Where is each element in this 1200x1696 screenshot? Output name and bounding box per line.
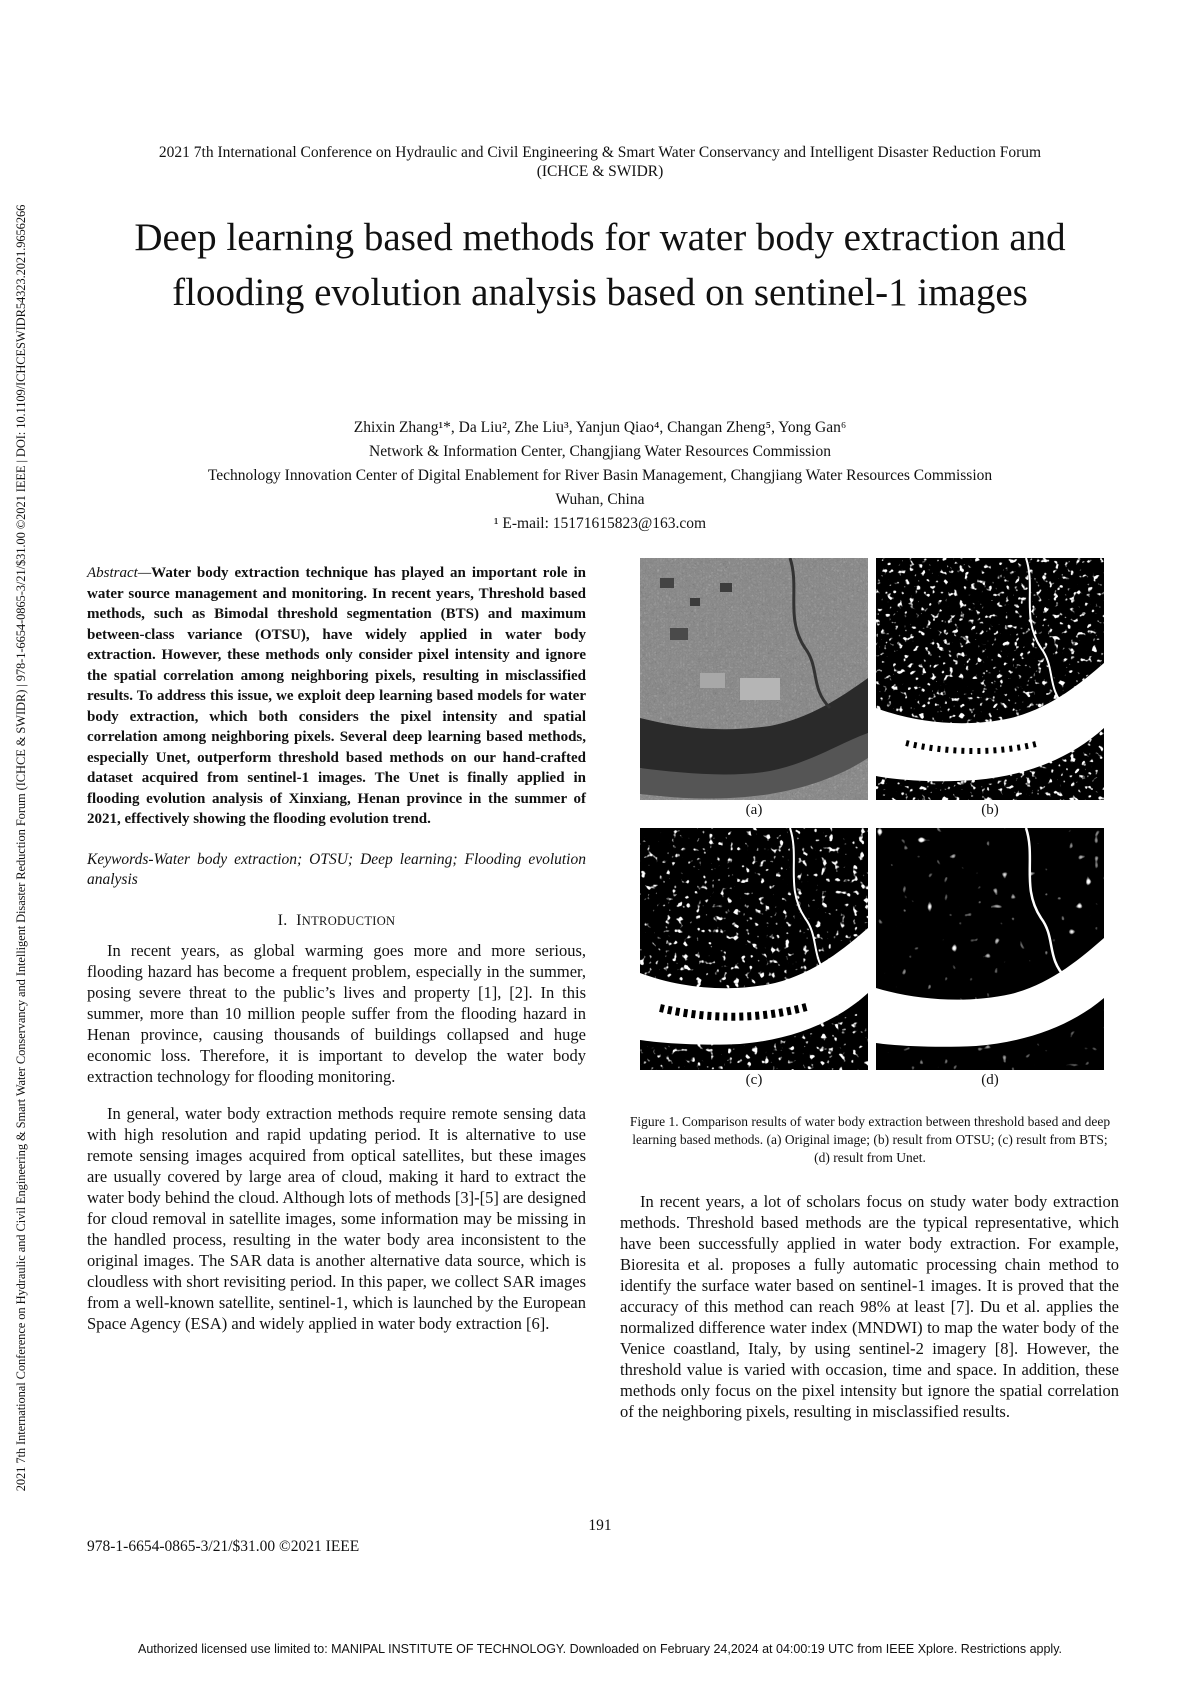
isbn-footer: 978-1-6654-0865-3/21/$31.00 ©2021 IEEE xyxy=(87,1538,360,1555)
conference-header xyxy=(80,143,1120,181)
conference-name: 2021 7th International Conference on Hydraulic and Civil Engineering & Smart Water Conservancy and Intelligent Disaster Reduction Forum xyxy=(158,144,1042,161)
intro-paragraph-1: In recent years, as global warming goes more and more serious, flooding hazard has become a frequent problem, especially in the summer, posing severe threat to the public’s lives and property [1], [2]. In this summer, more than 10 million people suffer from the flooding hazard in Henan province, causing thousands of buildings collapsed and huge economic loss. Therefore, it is important to develop the water body extraction technology for flooding monitoring. xyxy=(87,940,586,1086)
author-email: ¹ E-mail: 15171615823@163.com xyxy=(493,515,707,532)
license-notice: Authorized licensed use limited to: MANIPAL INSTITUTE OF TECHNOLOGY. Downloaded on February 24,2024 at 04:00:19 UTC from IEEE Xplore. Restrictions apply. xyxy=(137,1642,1062,1656)
abstract-text: Water body extraction technique has played an important role in water source management and monitoring. In recent years, Threshold based methods, such as Bimodal threshold segmentation (BTS) and maximum between-class variance (OTSU), have widely applied in water body extraction. However, these methods only consider pixel intensity and ignore the spatial correlation among neighboring pixels, resulting in misclassified results. To address this issue, we exploit deep learning based models for water body extraction, which both considers the pixel intensity and spatial correlation among neighboring pixels. Several deep learning based methods, especially Unet, outperform threshold based methods on our hand-crafted dataset acquired from sentinel-1 images. The Unet is finally applied in flooding evolution analysis of Xinxiang, Henan province in the summer of 2021, effectively showing the flooding evolution trend. xyxy=(87,565,586,827)
right-paragraph-1: In recent years, a lot of scholars focus on study water body extraction methods. Threshold based methods are the typical representative, which have been successfully applied in water body extraction. For example, Bioresita et al. proposes a fully automatic processing chain method to identify the surface water based on sentinel-1 images. It is proved that the accuracy of this method can reach 98% at least [7]. Du et al. applies the normalized difference water index (MNDWI) to map the water body of the Venice coastland, Italy, by using sentinel-2 imagery [8]. However, the threshold value is varied with occasion, time and space. In addition, these methods only focus on the pixel intensity but ignore the spatial correlation of the neighboring pixels, resulting in misclassified results. xyxy=(620,1192,1119,1421)
figure-panel-bts xyxy=(640,828,868,1070)
conference-acronym: (ICHCE & SWIDR) xyxy=(536,163,664,180)
figure-panel-original xyxy=(640,558,868,800)
page-number: 191 xyxy=(588,1517,612,1534)
paper-title: Deep learning based methods for water body extraction and flooding evolution analysis based on sentinel-1 images xyxy=(134,216,1066,314)
right-column xyxy=(620,1191,1119,1422)
figure-panel-otsu xyxy=(876,558,1104,800)
figure-label-b: (b) xyxy=(981,802,999,818)
affiliation-1: Network & Information Center, Changjiang Water Resources Commission xyxy=(369,443,831,460)
affiliation-2: Technology Innovation Center of Digital Enablement for River Basin Management, Changjiang Water Resources Commission xyxy=(207,467,993,484)
section-number: I. xyxy=(277,911,288,929)
location: Wuhan, China xyxy=(555,491,645,508)
section-title-rest: NTRODUCTION xyxy=(301,913,396,928)
figure-label-a: (a) xyxy=(745,802,763,818)
section-heading-introduction xyxy=(87,910,586,932)
side-citation-strip: 2021 7th International Conference on Hydraulic and Civil Engineering & Smart Water Conservancy and Intelligent Disaster Reduction Forum (ICHCE & SWIDR) | 978-1-6654-0865-3/21/$31.00 ©2021 IEEE | DOI: 10.1109/ICHCESWIDR54323.2021.9656266 xyxy=(14,204,28,1492)
keywords: Keywords-Water body extraction; OTSU; Deep learning; Flooding evolution analysis xyxy=(87,850,586,888)
abstract-label: Abstract— xyxy=(87,565,152,581)
figure-label-d: (d) xyxy=(981,1072,999,1088)
intro-paragraph-2: In general, water body extraction methods require remote sensing data with high resolution and rapid updating period. It is alternative to use remote sensing images acquired from optical satellites, but these images are usually covered by large area of cloud, making it hard to extract the water body behind the cloud. Although lots of methods [3]-[5] are designed for cloud removal in satellite images, some information may be missing in the handled process, resulting in the water body area inconsistent to the original images. The SAR data is another alternative data source, which is cloudless with short revisiting period. In this paper, we collect SAR images from a well-known satellite, sentinel-1, which is launched by the European Space Agency (ESA) and widely applied in water body extraction [6]. xyxy=(87,1103,586,1333)
left-column xyxy=(87,563,586,1334)
figure-caption: Figure 1. Comparison results of water body extraction between threshold based and deep learning based methods. (a) Original image; (b) result from OTSU; (c) result from BTS; (d) result from Unet. xyxy=(629,1114,1111,1165)
author-names: Zhixin Zhang¹*, Da Liu², Zhe Liu³, Yanjun Qiao⁴, Changan Zheng⁵, Yong Gan⁶ xyxy=(353,419,847,436)
abstract xyxy=(87,563,586,830)
author-block xyxy=(80,416,1120,536)
figure-panel-unet xyxy=(876,828,1104,1070)
figure-1 xyxy=(640,558,1120,1098)
section-title-initial: I xyxy=(296,911,302,929)
figure-label-c: (c) xyxy=(745,1072,763,1088)
